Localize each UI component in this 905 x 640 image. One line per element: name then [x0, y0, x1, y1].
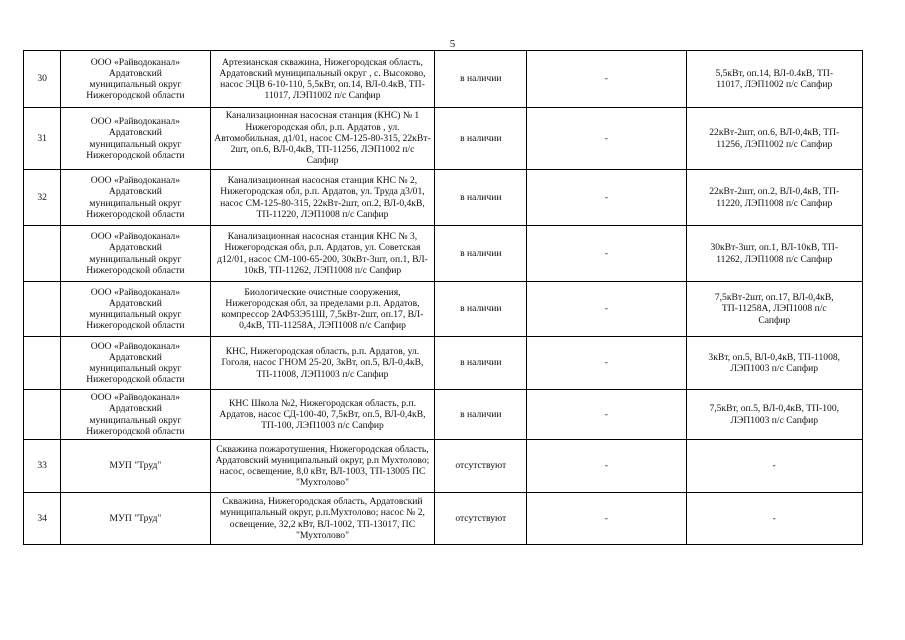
row-number-cell: 31 — [24, 108, 61, 170]
status-cell: в наличии — [435, 170, 527, 226]
organization-cell: ООО «Райводоканал» Ардатовский муниципальный округ Нижегородской области — [61, 282, 210, 337]
row-number-cell — [24, 390, 61, 440]
status-cell: отсутствуют — [435, 493, 527, 545]
table-row — [24, 51, 863, 108]
table-row — [24, 108, 863, 170]
object-description-cell: КНС, Нижегородская область, р.п. Ардатов, ул. Гоголя, насос ГНОМ 25-20, 3кВт, оп.5, ВЛ-0,4кВ, ТП-11008, ЛЭП1003 п/с Сапфир — [210, 337, 435, 390]
parameters-cell: 3кВт, оп.5, ВЛ-0,4кВ, ТП-11008, ЛЭП1003 п/с Сапфир — [686, 337, 863, 390]
object-description-cell: КНС Школа №2, Нижегородская область, р.п. Ардатов, насос СД-100-40, 7,5кВт, оп.5, ВЛ-0,4кВ, ТП-100, ЛЭП1003 п/с Сапфир — [210, 390, 435, 440]
page-number: 5 — [449, 38, 456, 50]
status-cell: в наличии — [435, 108, 527, 170]
row-number-cell: 32 — [24, 170, 61, 226]
object-description-cell: Канализационная насосная станция КНС № 2, Нижегородская обл, р.п. Ардатов, ул. Труда д3/01, насос СМ-125-80-315, 22кВт-2шт, оп.2, ВЛ-0,4кВ, ТП-11220, ЛЭП1008 п/с Сапфир — [210, 170, 435, 226]
row-number-cell: 30 — [24, 51, 61, 108]
parameters-cell: 5,5кВт, оп.14, ВЛ-0.4кВ, ТП- 11017, ЛЭП1002 п/с Сапфир — [686, 51, 863, 108]
organization-cell: ООО «Райводоканал» Ардатовский муниципальный округ Нижегородской области — [61, 170, 210, 226]
status-cell: отсутствуют — [435, 440, 527, 493]
organization-cell: МУП "Труд" — [61, 440, 210, 493]
row-number-cell — [24, 337, 61, 390]
status-cell: в наличии — [435, 226, 527, 282]
status-cell: в наличии — [435, 390, 527, 440]
extra-cell: - — [527, 108, 686, 170]
extra-cell: - — [527, 282, 686, 337]
organization-cell: ООО «Райводоканал» Ардатовский муниципальный округ Нижегородской области — [61, 390, 210, 440]
status-cell: в наличии — [435, 337, 527, 390]
table-row — [24, 337, 863, 390]
row-number-cell — [24, 282, 61, 337]
extra-cell: - — [527, 390, 686, 440]
table-row — [24, 282, 863, 337]
object-description-cell: Скважина, Нижегородская область, Ардатовский муниципальный округ, р.п.Мухтолово; насос № 2, освещение, 32,2 кВт, ВЛ-1002, ТП-13017, ПС "Мухтолово" — [210, 493, 435, 545]
organization-cell: ООО «Райводоканал» Ардатовский муниципальный округ Нижегородской области — [61, 337, 210, 390]
object-description-cell: Биологические очистные сооружения, Нижегородская обл, за пределами р.п. Ардатов, компрессор 2АФ53Э51Ш, 7,5кВт-2шт, оп.17, ВЛ- 0,4кВ, ТП-11258А, ЛЭП1008 п/с Сапфир — [210, 282, 435, 337]
extra-cell: - — [527, 170, 686, 226]
status-cell: в наличии — [435, 282, 527, 337]
table-row — [24, 440, 863, 493]
row-number-cell: 33 — [24, 440, 61, 493]
organization-cell: МУП "Труд" — [61, 493, 210, 545]
parameters-cell: 22кВт-2шт, оп.6, ВЛ-0,4кВ, ТП- 11256, ЛЭП1002 п/с Сапфир — [686, 108, 863, 170]
facilities-table — [23, 50, 863, 545]
parameters-cell: 7,5кВт, оп.5, ВЛ-0,4кВ, ТП-100, ЛЭП1003 п/с Сапфир — [686, 390, 863, 440]
extra-cell: - — [527, 493, 686, 545]
object-description-cell: Канализационная насосная станция КНС № 3, Нижегородская обл, р.п. Ардатов, ул. Советская д12/01, насос СМ-100-65-200, 30кВт-3шт, оп.1, ВЛ- 10кВ, ТП-11262, ЛЭП1008 п/с Сапфир — [210, 226, 435, 282]
organization-cell: ООО «Райводоканал» Ардатовский муниципальный округ Нижегородской области — [61, 108, 210, 170]
table-row — [24, 226, 863, 282]
object-description-cell: Артезианская скважина, Нижегородская область, Ардатовский муниципальный округ , с. Высоково, насос ЭЦВ 6-10-110, 5,5кВт, оп.14, ВЛ-0.4кВ, ТП- 11017, ЛЭП1002 п/с Сапфир — [210, 51, 435, 108]
extra-cell: - — [527, 337, 686, 390]
object-description-cell: Скважина пожаротушения, Нижегородская область, Ардатовский муниципальный округ, р.п Мухтолово; насос, освещение, 8,0 кВт, ВЛ-1003, ТП-13005 ПС "Мухтолово" — [210, 440, 435, 493]
parameters-cell: 30кВт-3шт, оп.1, ВЛ-10кВ, ТП- 11262, ЛЭП1008 п/с Сапфир — [686, 226, 863, 282]
row-number-cell — [24, 226, 61, 282]
table-row — [24, 170, 863, 226]
table-row — [24, 390, 863, 440]
table-row — [24, 493, 863, 545]
extra-cell: - — [527, 226, 686, 282]
extra-cell: - — [527, 51, 686, 108]
row-number-cell: 34 — [24, 493, 61, 545]
organization-cell: ООО «Райводоканал» Ардатовский муниципальный округ Нижегородской области — [61, 226, 210, 282]
extra-cell: - — [527, 440, 686, 493]
parameters-cell: - — [686, 440, 863, 493]
status-cell: в наличии — [435, 51, 527, 108]
parameters-cell: 7,5кВт-2шт, оп.17, ВЛ-0,4кВ, ТП-11258А, ЛЭП1008 п/с Сапфир — [686, 282, 863, 337]
object-description-cell: Канализационная насосная станция (КНС) № 1 Нижегородская обл, р.п. Ардатов , ул. Автомобильная, д1/01, насос СМ-125-80-315, 22кВт- 2шт, оп.6, ВЛ-0,4кВ, ТП-11256, ЛЭП1002 п/с Сапфир — [210, 108, 435, 170]
parameters-cell: - — [686, 493, 863, 545]
parameters-cell: 22кВт-2шт, оп.2, ВЛ-0,4кВ, ТП- 11220, ЛЭП1008 п/с Сапфир — [686, 170, 863, 226]
organization-cell: ООО «Райводоканал» Ардатовский муниципальный округ Нижегородской области — [61, 51, 210, 108]
